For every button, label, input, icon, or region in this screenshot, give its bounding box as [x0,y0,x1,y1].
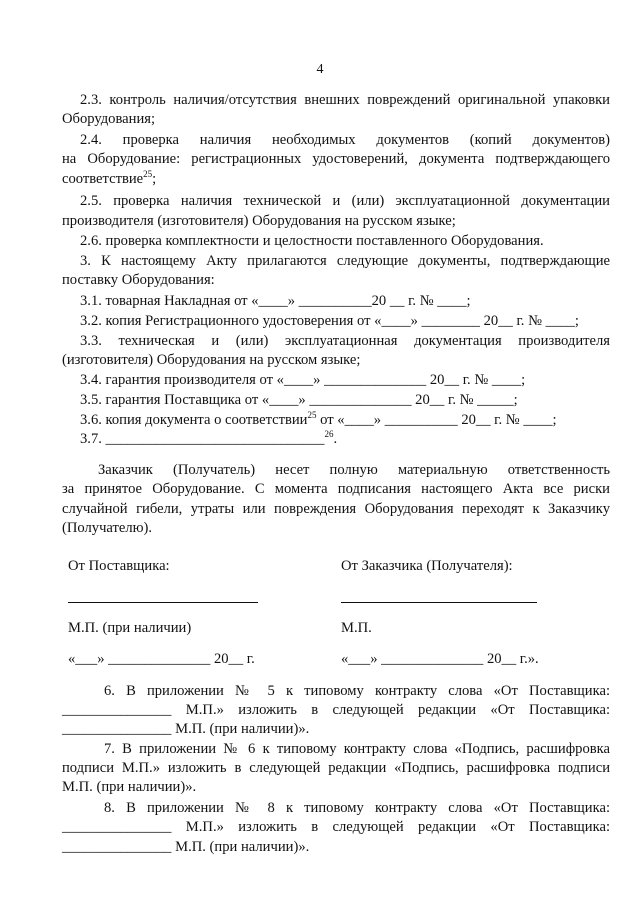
footnote-ref-25: 25 [143,169,153,179]
page-number: 4 [316,62,324,77]
amendment-6-line-1: 6. В приложении № 5 к типовому контракту слова «От Поставщика: [104,683,610,699]
item-2-3-line-1: 2.3. контроль наличия/отсутствия внешних повреждений оригинальной упаковки [80,92,610,108]
footnote-ref-25: 25 [307,410,317,420]
item-3-2: 3.2. копия Регистрационного удостоверения от «____» ________ 20__ г. № ____; [80,313,579,329]
item-3-7: 3.7. ______________________________$^{26}$. [80,429,338,447]
item-2-5-line-2: производителя (изготовителя) Оборудования на русском языке; [62,213,456,229]
item-3-line-2: поставку Оборудования: [62,272,215,288]
amendment-8-line-3: _______________ М.П. (при наличии)». [62,839,310,855]
item-2-6: 2.6. проверка комплектности и целостности поставленного Оборудования. [80,233,544,249]
item-3-1: 3.1. товарная Накладная от «____» __________20 __ г. № ____; [80,293,471,309]
supplier-label: От Поставщика: [68,558,170,574]
item-2-4-line-2: на Оборудование: регистрационных удостоверений, документа подтверждающего [62,151,610,167]
item-2-3-line-2: Оборудования; [62,111,156,127]
item-3-3-line-1: 3.3. техническая и (или) эксплуатационная документация производителя [80,333,610,349]
amendment-8-line-1: 8. В приложении № 8 к типовому контракту слова «От Поставщика: [104,800,610,816]
customer-label: От Заказчика (Получателя): [341,558,513,574]
amendment-6-line-2: _______________ М.П.» изложить в следующей редакции «От Поставщика: [62,702,610,718]
amendment-8-line-2: _______________ М.П.» изложить в следующей редакции «От Поставщика: [62,819,610,835]
supplier-stamp: М.П. (при наличии) [68,620,192,636]
amendment-7-line-2: подписи М.П.» изложить в следующей редакции «Подпись, расшифровка подписи [62,760,610,776]
liability-line-4: (Получателю). [62,520,153,536]
item-3-line-1: 3. К настоящему Акту прилагаются следующие документы, подтверждающие [80,253,610,269]
item-2-4-line-1: 2.4. проверка наличия необходимых документов (копий документов) [80,132,610,148]
supplier-date: «___» ______________ 20__ г. [68,651,255,667]
customer-stamp: М.П. [341,620,372,636]
liability-line-3: случайной гибели, утраты или повреждения Оборудования переходят к Заказчику [62,501,610,517]
item-3-4: 3.4. гарантия производителя от «____» ______________ 20__ г. № ____; [80,372,526,388]
item-3-6: 3.6. копия документа о соответствии$^{25}$ от «____» __________ 20__ г. № ____; [80,410,557,428]
item-2-4-line-3: соответствие$^{25}$; [62,169,157,187]
customer-signature-line [341,602,537,603]
item-3-3-line-2: (изготовителя) Оборудования на русском языке; [62,352,361,368]
liability-line-2: за принятое Оборудование. С момента подписания настоящего Акта все риски [62,481,610,497]
liability-line-1: Заказчик (Получатель) несет полную материальную ответственность [98,462,610,478]
item-2-5-line-1: 2.5. проверка наличия технической и (или) эксплуатационной документации [80,193,610,209]
item-3-5: 3.5. гарантия Поставщика от «____» ______________ 20__ г. № _____; [80,392,518,408]
amendment-7-line-3: М.П. (при наличии)». [62,779,197,795]
amendment-7-line-1: 7. В приложении № 6 к типовому контракту слова «Подпись, расшифровка [104,741,610,757]
footnote-ref-26: 26 [324,429,334,439]
customer-date: «___» ______________ 20__ г.». [341,651,539,667]
supplier-signature-line [68,602,258,603]
amendment-6-line-3: _______________ М.П. (при наличии)». [62,721,310,737]
